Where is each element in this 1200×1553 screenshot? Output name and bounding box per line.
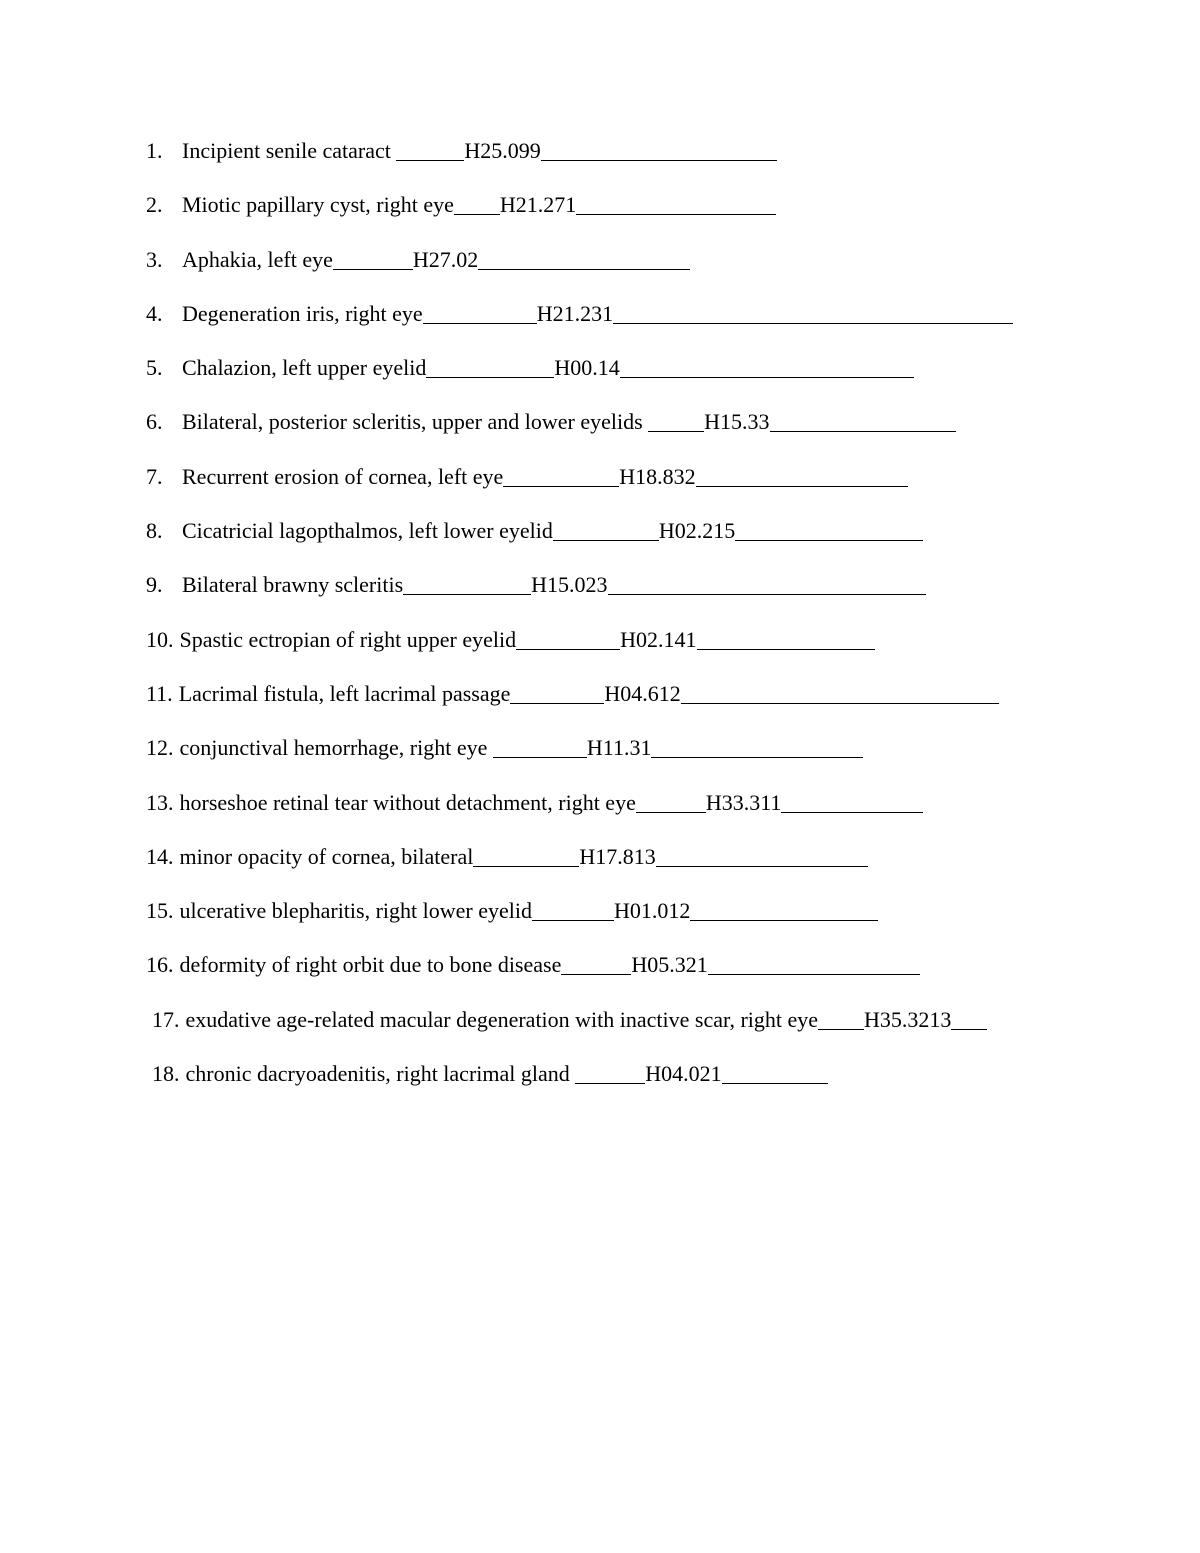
list-item: [146, 301, 1013, 355]
item-number: 1.: [146, 138, 163, 163]
item-description: deformity of right orbit due to bone disease: [179, 952, 562, 978]
answer-blank: [454, 213, 500, 215]
answer-blank: [396, 159, 464, 161]
answer-blank: [770, 430, 956, 432]
item-code: H11.31: [586, 735, 652, 761]
list-item: [146, 138, 1013, 192]
item-code: H04.612: [604, 680, 681, 706]
answer-blank: [493, 756, 587, 758]
answer-blank: [478, 268, 690, 270]
answer-blank: [403, 593, 531, 595]
item-code: H05.321: [631, 952, 708, 978]
item-number: 5.: [146, 355, 163, 381]
list-item: [146, 355, 1013, 409]
item-description: horseshoe retinal tear without detachment, right eye: [179, 789, 636, 815]
item-description: Degeneration iris, right eye: [182, 300, 423, 326]
list-item: [146, 735, 1013, 789]
list-item: [152, 1007, 1013, 1061]
answer-blank: [735, 539, 923, 541]
item-number: 9.: [146, 572, 163, 598]
answer-blank: [516, 648, 620, 650]
item-description: Cicatricial lagopthalmos, left lower eyelid: [182, 518, 553, 544]
item-code: H01.012: [613, 898, 691, 924]
answer-blank: [722, 1082, 828, 1084]
list-item: [146, 409, 1013, 463]
list-item: [146, 572, 1013, 626]
item-number: 11.: [146, 680, 173, 706]
answer-blank: [532, 919, 614, 921]
item-code: H00.14: [554, 355, 620, 381]
item-code: H18.832: [619, 463, 696, 489]
answer-blank: [426, 376, 554, 378]
answer-blank: [636, 811, 706, 813]
item-description: conjunctival hemorrhage, right eye: [179, 735, 493, 761]
item-number: 16.: [146, 952, 174, 978]
list-item: [152, 1061, 1013, 1115]
answer-blank: [648, 430, 704, 432]
item-code: H33.311: [705, 789, 782, 815]
item-code: H02.141: [620, 626, 697, 652]
item-code: H15.023: [531, 572, 608, 598]
list-item: [146, 518, 1013, 572]
answer-blank: [608, 593, 926, 595]
diagnosis-code-list: [146, 138, 1013, 1115]
answer-blank: [510, 702, 604, 704]
item-number: 6.: [146, 409, 163, 435]
item-description: Spastic ectropian of right upper eyelid: [179, 626, 517, 652]
item-code: H35.3213: [864, 1006, 952, 1032]
item-description: exudative age-related macular degeneration with inactive scar, right eye: [185, 1006, 819, 1032]
answer-blank: [781, 811, 923, 813]
list-item: [146, 627, 1013, 681]
item-code: H17.813: [579, 843, 656, 869]
item-number: 7.: [146, 463, 163, 489]
item-code: H15.33: [704, 409, 770, 435]
item-description: Chalazion, left upper eyelid: [182, 355, 427, 381]
item-description: ulcerative blepharitis, right lower eyelid: [179, 898, 532, 924]
item-number: 17.: [152, 1006, 180, 1032]
answer-blank: [697, 648, 875, 650]
answer-blank: [656, 865, 868, 867]
answer-blank: [561, 973, 631, 975]
answer-blank: [473, 865, 579, 867]
answer-blank: [613, 322, 1013, 324]
item-number: 4.: [146, 300, 163, 326]
item-number: 13.: [146, 789, 174, 815]
item-description: minor opacity of cornea, bilateral: [179, 843, 474, 869]
list-item: [146, 790, 1013, 844]
answer-blank: [333, 268, 413, 270]
answer-blank: [576, 213, 776, 215]
item-number: 10.: [146, 626, 174, 652]
item-code: H21.231: [536, 300, 614, 326]
item-description: chronic dacryoadenitis, right lacrimal gland: [185, 1061, 576, 1087]
answer-blank: [951, 1028, 987, 1030]
list-item: [146, 192, 1013, 246]
item-description: Miotic papillary cyst, right eye: [182, 192, 454, 218]
item-description: Bilateral, posterior scleritis, upper and lower eyelids: [182, 409, 649, 435]
list-item: [146, 952, 1013, 1006]
item-code: H25.099: [464, 138, 541, 163]
item-number: 18.: [152, 1061, 180, 1087]
list-item: [146, 464, 1013, 518]
list-item: [146, 898, 1013, 952]
item-number: 2.: [146, 192, 163, 218]
answer-blank: [620, 376, 914, 378]
answer-blank: [708, 973, 920, 975]
item-description: Lacrimal fistula, left lacrimal passage: [178, 680, 511, 706]
item-number: 8.: [146, 518, 163, 544]
item-code: H27.02: [412, 246, 479, 272]
list-item: [146, 681, 1013, 735]
item-number: 12.: [146, 735, 174, 761]
answer-blank: [553, 539, 659, 541]
answer-blank: [681, 702, 999, 704]
list-item: [146, 844, 1013, 898]
list-item: [146, 247, 1013, 301]
answer-blank: [818, 1028, 864, 1030]
item-code: H02.215: [658, 518, 736, 544]
answer-blank: [575, 1082, 645, 1084]
answer-blank: [690, 919, 878, 921]
item-description: Incipient senile cataract: [182, 138, 397, 163]
answer-blank: [423, 322, 537, 324]
item-code: H04.021: [645, 1061, 722, 1087]
item-description: Recurrent erosion of cornea, left eye: [182, 463, 504, 489]
answer-blank: [541, 159, 777, 161]
item-description: Bilateral brawny scleritis: [182, 572, 404, 598]
item-number: 14.: [146, 843, 174, 869]
item-number: 3.: [146, 246, 163, 272]
answer-blank: [696, 485, 908, 487]
item-code: H21.271: [499, 192, 577, 218]
answer-blank: [651, 756, 863, 758]
answer-blank: [503, 485, 619, 487]
item-description: Aphakia, left eye: [182, 246, 333, 272]
item-number: 15.: [146, 898, 174, 924]
